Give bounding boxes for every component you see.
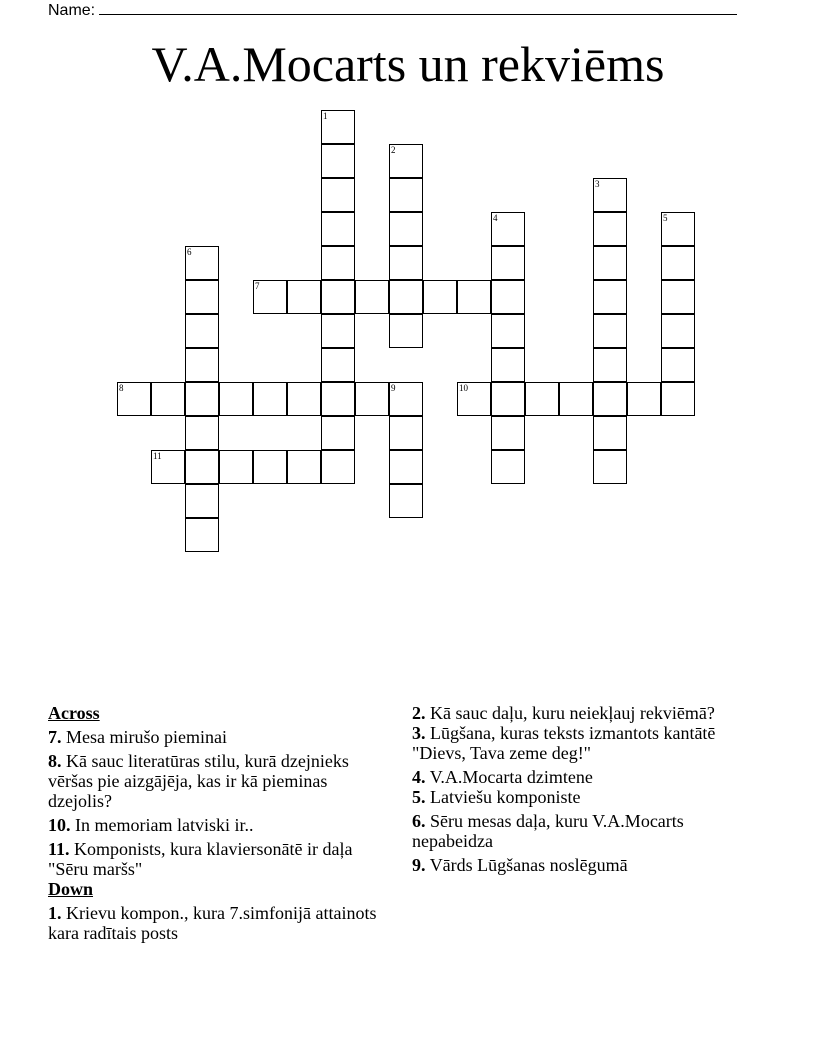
crossword-cell xyxy=(389,382,423,416)
down-heading: Down xyxy=(48,879,94,899)
crossword-cell xyxy=(491,212,525,246)
clues-right-column xyxy=(412,703,762,879)
clue-number: 3 xyxy=(595,179,600,189)
crossword-cell xyxy=(593,246,627,280)
clue-number: 11 xyxy=(153,451,162,461)
clue-number: 8 xyxy=(119,383,124,393)
crossword-cell xyxy=(287,450,321,484)
crossword-cell xyxy=(593,450,627,484)
clue-down-9: 9. Vārds Lūgšanas noslēgumā xyxy=(412,855,628,875)
crossword-cell xyxy=(321,382,355,416)
crossword-cell xyxy=(661,382,695,416)
clue-number: 10 xyxy=(459,383,468,393)
crossword-cell xyxy=(389,416,423,450)
crossword-cell xyxy=(491,246,525,280)
crossword-cell xyxy=(185,416,219,450)
crossword-cell xyxy=(321,246,355,280)
crossword-cell xyxy=(593,348,627,382)
crossword-cell xyxy=(389,484,423,518)
clues-left-column xyxy=(48,703,388,947)
crossword-cell xyxy=(355,382,389,416)
crossword-cell xyxy=(185,484,219,518)
clue-number: 7 xyxy=(255,281,260,291)
crossword-cell xyxy=(287,280,321,314)
crossword-cell xyxy=(661,212,695,246)
clue-down-1: 1. Krievu kompon., kura 7.simfonijā attainots kara radītais posts xyxy=(48,903,377,943)
crossword-cell xyxy=(593,416,627,450)
crossword-cell xyxy=(491,280,525,314)
crossword-cell xyxy=(321,314,355,348)
clue-number: 9 xyxy=(391,383,396,393)
clue-down-4: 4. V.A.Mocarta dzimtene xyxy=(412,767,593,787)
crossword-cell xyxy=(321,450,355,484)
crossword-cell xyxy=(185,518,219,552)
clue-down-5: 5. Latviešu komponiste xyxy=(412,787,581,807)
crossword-cell xyxy=(321,178,355,212)
crossword-cell xyxy=(321,212,355,246)
crossword-cell xyxy=(321,280,355,314)
crossword-cell xyxy=(389,212,423,246)
crossword-cell xyxy=(253,382,287,416)
crossword-cell xyxy=(423,280,457,314)
crossword-cell xyxy=(525,382,559,416)
clue-number: 2 xyxy=(391,145,396,155)
crossword-cell xyxy=(185,450,219,484)
crossword-cell xyxy=(593,382,627,416)
clue-down-2: 2. Kā sauc daļu, kuru neiekļauj rekviēmā? xyxy=(412,703,715,723)
crossword-cell xyxy=(355,280,389,314)
clue-across-8: 8. Kā sauc literatūras stilu, kurā dzejnieks vēršas pie aizgājēja, kas ir kā pieminas dzejolis? xyxy=(48,751,349,811)
crossword-cell xyxy=(321,348,355,382)
crossword-cell xyxy=(287,382,321,416)
crossword-cell xyxy=(491,314,525,348)
crossword-cell xyxy=(389,246,423,280)
crossword-cell xyxy=(219,450,253,484)
crossword-cell xyxy=(491,348,525,382)
crossword-cell xyxy=(389,178,423,212)
clue-across-10: 10. In memoriam latviski ir.. xyxy=(48,815,254,835)
page-title: V.A.Mocarts un rekviēms xyxy=(151,36,665,92)
clue-number: 1 xyxy=(323,111,328,121)
crossword-cell xyxy=(151,450,185,484)
crossword-cell xyxy=(185,246,219,280)
crossword-cell xyxy=(151,382,185,416)
across-heading: Across xyxy=(48,703,100,723)
clue-across-11: 11. Komponists, kura klaviersonātē ir daļa "Sēru maršs" xyxy=(48,839,353,879)
crossword-cell xyxy=(321,110,355,144)
crossword-cell xyxy=(559,382,593,416)
crossword-cell xyxy=(661,246,695,280)
crossword-cell xyxy=(253,450,287,484)
crossword-cell xyxy=(389,280,423,314)
crossword-cell xyxy=(219,382,253,416)
crossword-cell xyxy=(389,450,423,484)
name-label: Name: xyxy=(48,2,96,19)
crossword-cell xyxy=(185,314,219,348)
clue-number: 4 xyxy=(493,213,498,223)
crossword-cell xyxy=(593,212,627,246)
crossword-cell xyxy=(593,178,627,212)
clue-down-6: 6. Sēru mesas daļa, kuru V.A.Mocarts nepabeidza xyxy=(412,811,684,851)
crossword-cell xyxy=(457,280,491,314)
clue-across-7: 7. Mesa mirušo pieminai xyxy=(48,727,227,747)
clue-number: 6 xyxy=(187,247,192,257)
crossword-cell xyxy=(593,314,627,348)
crossword-cell xyxy=(117,382,151,416)
crossword-cell xyxy=(185,280,219,314)
crossword-cell xyxy=(661,280,695,314)
crossword-cell xyxy=(321,416,355,450)
clue-down-3: 3. Lūgšana, kuras teksts izmantots kantātē "Dievs, Tava zeme deg!" xyxy=(412,723,716,763)
crossword-cell xyxy=(661,348,695,382)
crossword-cell xyxy=(491,382,525,416)
crossword-cell xyxy=(389,314,423,348)
crossword-cell xyxy=(491,450,525,484)
crossword-cell xyxy=(457,382,491,416)
crossword-cell xyxy=(321,144,355,178)
crossword-cell xyxy=(389,144,423,178)
crossword-cell xyxy=(661,314,695,348)
crossword-cell xyxy=(593,280,627,314)
crossword-cell xyxy=(627,382,661,416)
clue-number: 5 xyxy=(663,213,668,223)
crossword-cell xyxy=(185,382,219,416)
crossword-cell xyxy=(491,416,525,450)
crossword-cell xyxy=(185,348,219,382)
crossword-cell xyxy=(253,280,287,314)
